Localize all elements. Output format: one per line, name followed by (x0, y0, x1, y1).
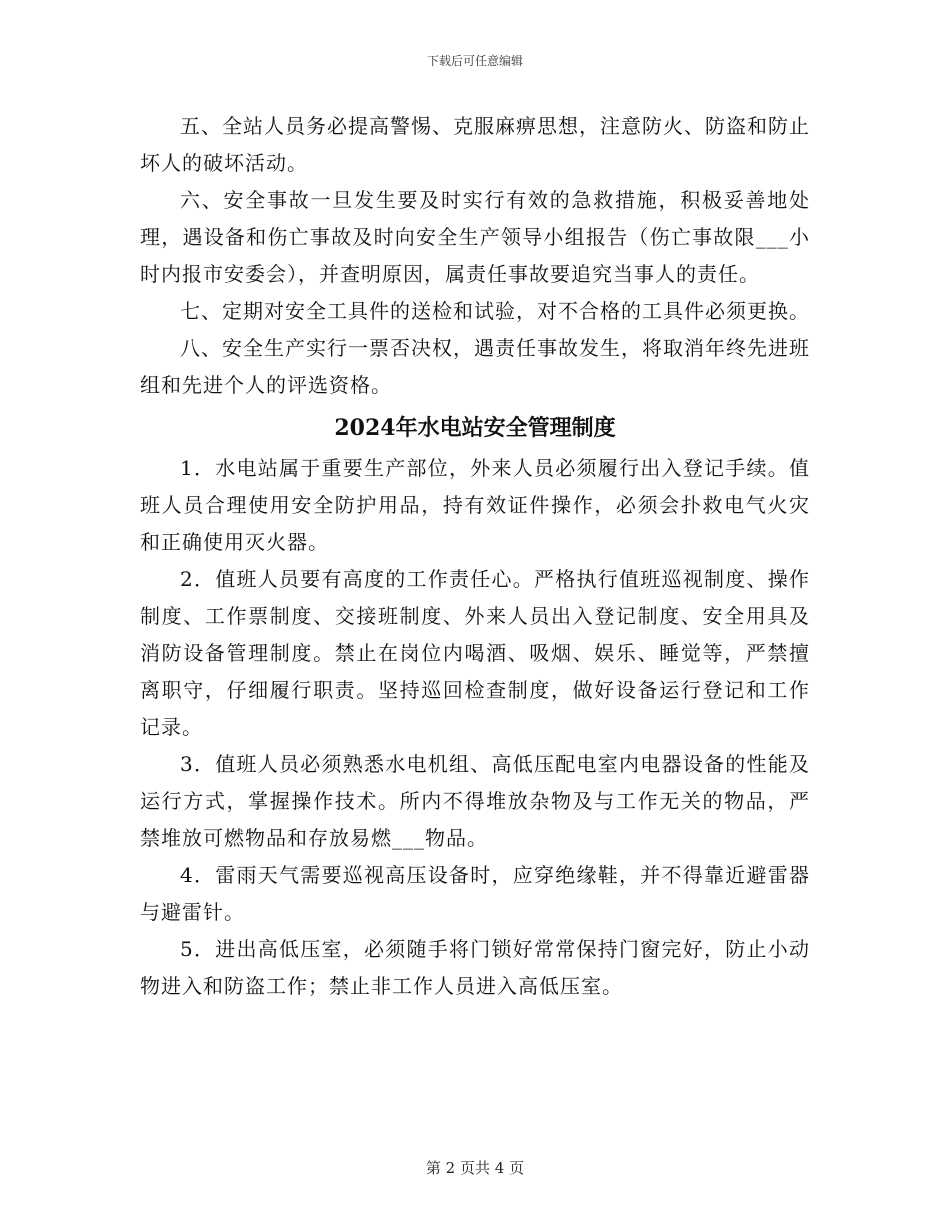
rule-item-3: 3．值班人员必须熟悉水电机组、高低压配电室内电器设备的性能及运行方式，掌握操作技术。所内不得堆放杂物及与工作无关的物品，严禁堆放可燃物品和存放易燃___物品。 (140, 752, 810, 850)
paragraph-item-6: 六、安全事故一旦发生要及时实行有效的急救措施，积极妥善地处理，遇设备和伤亡事故及时向安全生产领导小组报告（伤亡事故限___小时内报市安委会），并查明原因，属责任事故要追究当事人的责任。 (140, 188, 810, 286)
document-body (140, 108, 810, 1005)
rule-item-4: 4．雷雨天气需要巡视高压设备时，应穿绝缘鞋，并不得靠近避雷器与避雷针。 (140, 863, 810, 924)
section-title: 2024年水电站安全管理制度 (334, 415, 616, 441)
paragraph-item-7: 七、定期对安全工具件的送检和试验，对不合格的工具件必须更换。 (180, 299, 810, 323)
paragraph-item-5: 五、全站人员务必提高警惕、克服麻痹思想，注意防火、防盗和防止坏人的破坏活动。 (140, 114, 810, 175)
rule-item-1: 1．水电站属于重要生产部位，外来人员必须履行出入登记手续。值班人员合理使用安全防护用品，持有效证件操作，必须会扑救电气火灾和正确使用灭火器。 (140, 456, 810, 554)
page-header-note: 下载后可任意编辑 (426, 54, 523, 68)
paragraph-item-8: 八、安全生产实行一票否决权，遇责任事故发生，将取消年终先进班组和先进个人的评选资格。 (140, 336, 810, 397)
rule-item-5: 5．进出高低压室，必须随手将门锁好常常保持门窗完好，防止小动物进入和防盗工作；禁止非工作人员进入高低压室。 (140, 937, 810, 998)
page-number: 第 2 页共 4 页 (425, 1159, 525, 1177)
rule-item-2: 2．值班人员要有高度的工作责任心。严格执行值班巡视制度、操作制度、工作票制度、交接班制度、外来人员出入登记制度、安全用具及消防设备管理制度。禁止在岗位内喝酒、吸烟、娱乐、睡觉等，严禁擅离职守，仔细履行职责。坚持巡回检查制度，做好设备运行登记和工作记录。 (140, 567, 810, 739)
